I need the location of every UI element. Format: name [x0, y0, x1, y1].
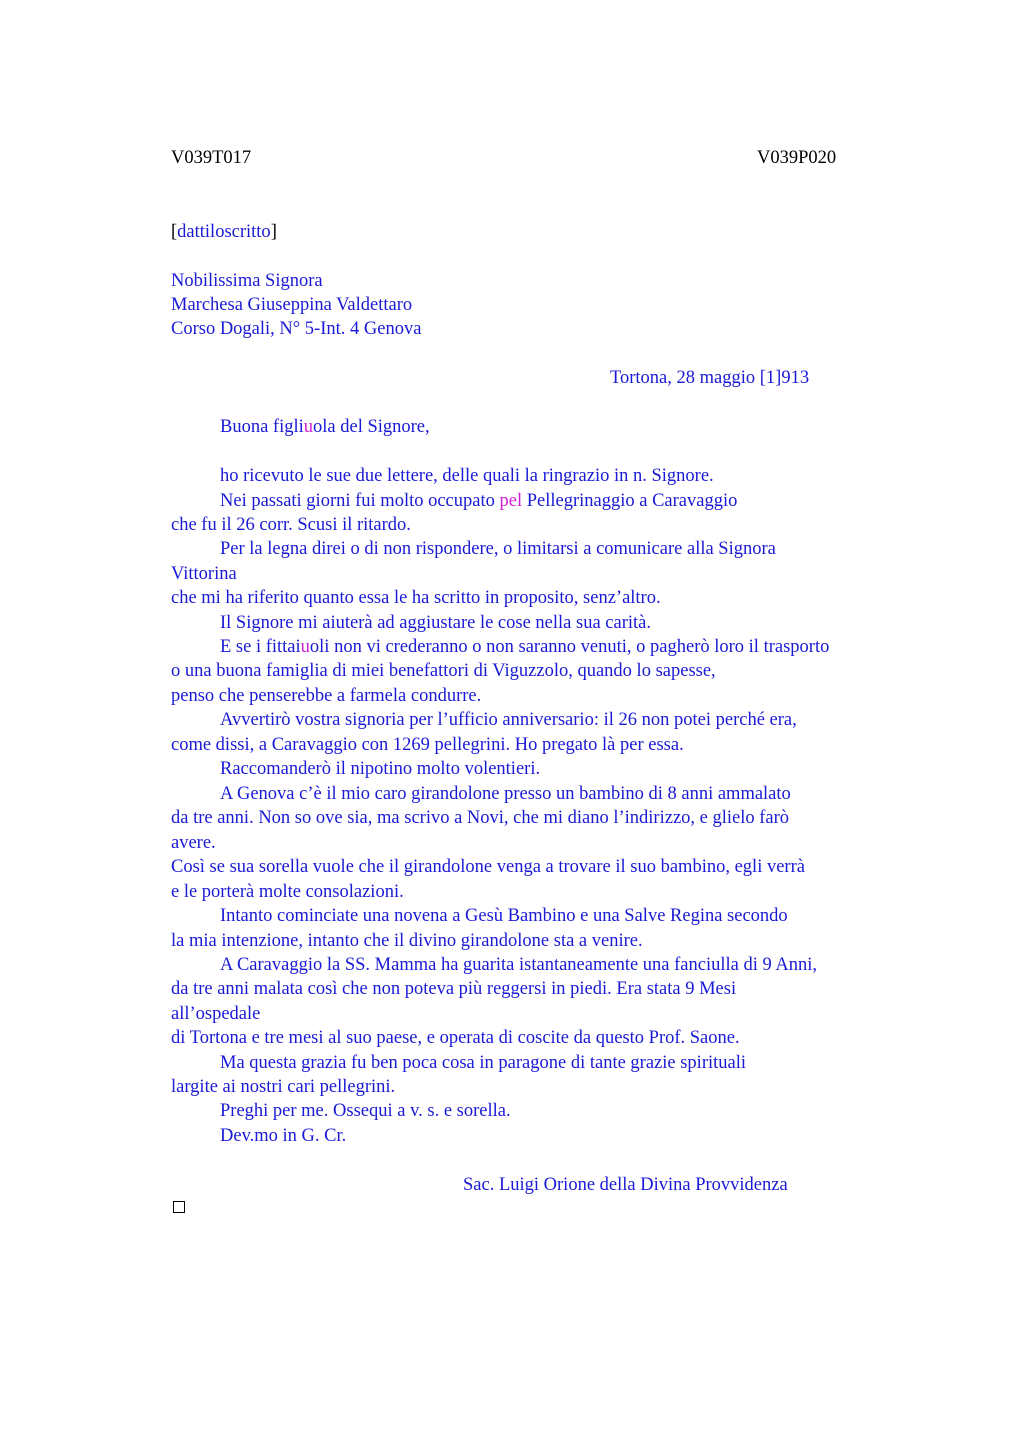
body-line-mark: u [300, 637, 310, 657]
body-line: all’ospedale [171, 1004, 261, 1024]
salutation-part-2: ola del Signore, [313, 417, 430, 437]
body-line: penso che penserebbe a farmela condurre. [171, 686, 482, 706]
note-text: dattiloscritto [177, 222, 271, 242]
address-line-1: Nobilissima Signora [171, 271, 323, 291]
body-line: Ma questa grazia fu ben poca cosa in paragone di tante grazie spirituali [220, 1053, 747, 1073]
note-open-bracket: [ [171, 222, 178, 242]
salutation [220, 416, 430, 438]
body-line [220, 490, 737, 512]
body-line: Così se sua sorella vuole che il girandolone venga a trovare il suo bambino, egli verrà [171, 857, 805, 877]
note-close-bracket: ] [270, 222, 277, 242]
body-line: Per la legna direi o di non rispondere, o limitarsi a comunicare alla Signora [220, 539, 776, 559]
typescript-note [171, 221, 277, 243]
salutation-mark: u [303, 417, 314, 437]
document-code-left: V039T017 [171, 148, 252, 168]
body-line-mark: pel [499, 491, 523, 511]
body-line-part: Nei passati giorni fui molto occupato [220, 491, 500, 511]
body-line: avere. [171, 833, 216, 853]
body-line: ho ricevuto le sue due lettere, delle quali la ringrazio in n. Signore. [220, 466, 714, 486]
body-line: come dissi, a Caravaggio con 1269 pellegrini. Ho pregato là per essa. [171, 735, 684, 755]
body-line-part: oli non vi crederanno o non saranno venuti, o pagherò loro il trasporto [309, 637, 830, 657]
body-line: largite ai nostri cari pellegrini. [171, 1077, 396, 1097]
body-line-part: Pellegrinaggio a Caravaggio [522, 491, 738, 511]
body-line: e le porterà molte consolazioni. [171, 882, 404, 902]
address-line-3: Corso Dogali, N° 5-Int. 4 Genova [171, 319, 422, 339]
body-line: Preghi per me. Ossequi a v. s. e sorella. [220, 1101, 511, 1121]
body-line: A Caravaggio la SS. Mamma ha guarita istantaneamente una fanciulla di 9 Anni, [220, 955, 817, 975]
signature: Sac. Luigi Orione della Divina Provvidenza [463, 1175, 788, 1195]
body-line: A Genova c’è il mio caro girandolone presso un bambino di 8 anni ammalato [220, 784, 791, 804]
body-line: Intanto cominciate una novena a Gesù Bambino e una Salve Regina secondo [220, 906, 788, 926]
body-line-part: E se i fittai [220, 637, 301, 657]
dateline: Tortona, 28 maggio [1]913 [610, 368, 810, 388]
document-code-right: V039P020 [757, 148, 837, 168]
body-line: che mi ha riferito quanto essa le ha scritto in proposito, senz’altro. [171, 588, 661, 608]
address-line-2: Marchesa Giuseppina Valdettaro [171, 295, 413, 315]
salutation-part-1: Buona figli [220, 417, 304, 437]
checkbox-square [173, 1201, 185, 1213]
body-line: la mia intenzione, intanto che il divino girandolone sta a venire. [171, 931, 643, 951]
body-line: Raccomanderò il nipotino molto volentieri. [220, 759, 541, 779]
body-line: Avvertirò vostra signoria per l’ufficio anniversario: il 26 non potei perché era, [220, 710, 797, 730]
body-line: che fu il 26 corr. Scusi il ritardo. [171, 515, 411, 535]
body-line: di Tortona e tre mesi al suo paese, e operata di coscite da questo Prof. Saone. [171, 1028, 740, 1048]
body-line: da tre anni. Non so ove sia, ma scrivo a Novi, che mi diano l’indirizzo, e glielo farò [171, 808, 790, 828]
closing-line: Dev.mo in G. Cr. [220, 1126, 347, 1146]
body-line: o una buona famiglia di miei benefattori di Viguzzolo, quando lo sapesse, [171, 661, 716, 681]
body-line: da tre anni malata così che non poteva più reggersi in piedi. Era stata 9 Mesi [171, 979, 737, 999]
body-line [220, 636, 829, 658]
body-line: Il Signore mi aiuterà ad aggiustare le cose nella sua carità. [220, 613, 651, 633]
body-line: Vittorina [171, 564, 237, 584]
